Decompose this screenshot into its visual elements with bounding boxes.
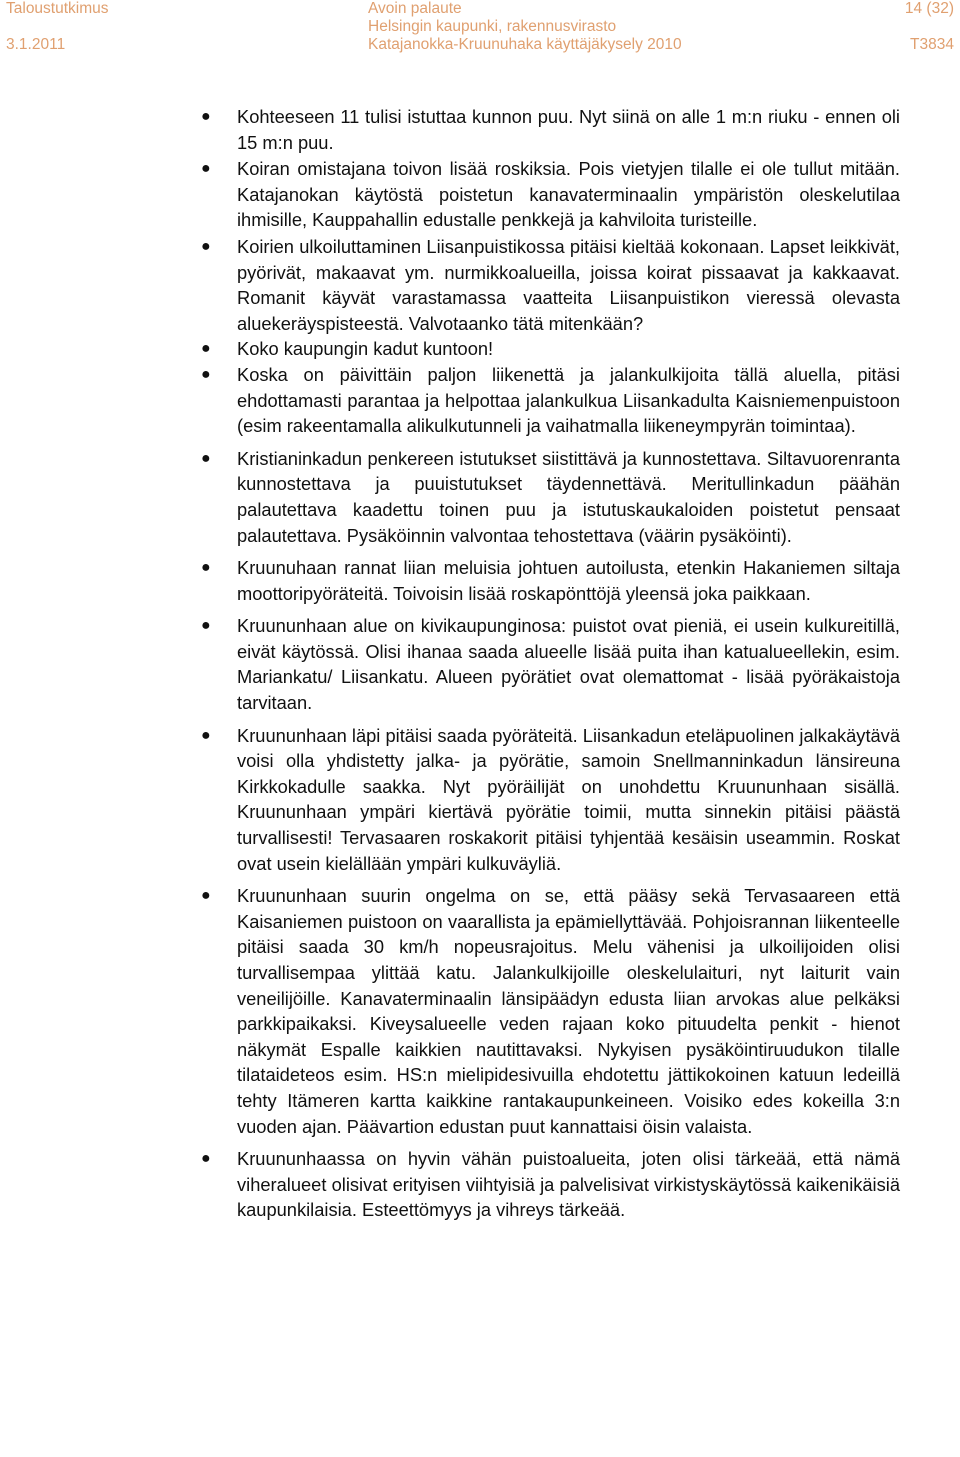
bullet-icon: ● xyxy=(201,160,211,178)
list-item xyxy=(192,156,900,233)
bullet-icon: ● xyxy=(201,340,211,358)
comment-text: Kruununhaan läpi pitäisi saada pyöräteitä. Liisankadun eteläpuolinen jalkakäytävä voisi olla yhdistetty jalka- ja pyörätie, samoin Snellmanninkadun länsireuna Kirkkokadulle saakka. Nyt pyöräilijät on unohdettu Kruununhaan sisällä. Kruununhaan ympäri kiertävä pyörätie toimii, mutta sinnekin pitäisi päästä turvallisesti! Tervasaaren roskakorit pitäisi tyhjentää kesäisin useammin. Roskat ovat usein kielällään ympäri kulkuväyliä. xyxy=(237,724,900,874)
list-item xyxy=(192,446,900,548)
bullet-icon: ● xyxy=(201,449,211,467)
page-header xyxy=(0,0,960,58)
page-number: 14 (32) xyxy=(904,0,954,17)
comment-text: Kruununhaan suurin ongelma on se, että pääsy sekä Tervasaareen että Kaisaniemen puistoon on vaarallista ja epämiellyttävää. Pohjoisrannan liikenteelle pitäisi saada 30 km/h nopeusrajoitus. Melu vähenisi ja ulkoilijoiden olisi turvallisempaa ylittää katu. Jalankulkijoille oleskelulaituri, nyt laiturit vain veneilijöille. Kanavaterminaalin länsipäädyn edusta liian arvokas alue pelkäksi parkkipaikaksi. Kiveysalueelle veden rajaan koko pituudelta penkit - hienot näkymät Espalle kaikkien nautittavaksi. Nykyisen pysäköintiruudukon tilalle tilataideteos esim. HS:n mielipidesivuilla ehdotettu jättikokoinen katuun ledeillä tehty Itämeren kartta kaikkine rantakaupunkeineen. Voisiko edes kokeilla 3:n vuoden ajan. Päävartion edustan puut kannattaisi öisin valaista. xyxy=(237,885,900,1137)
comment-text: Kohteeseen 11 tulisi istuttaa kunnon puu. Nyt siinä on alle 1 m:n riuku - ennen oli 15 m:n puu. xyxy=(237,106,900,153)
project-code: T3834 xyxy=(910,36,954,53)
bullet-icon: ● xyxy=(201,617,211,635)
comment-text: Koko kaupungin kadut kuntoon! xyxy=(237,338,494,360)
bullet-icon: ● xyxy=(201,108,211,125)
list-item xyxy=(192,555,900,606)
list-item xyxy=(192,336,900,362)
comment-text: Koirien ulkoiluttaminen Liisanpuistikossa pitäisi kieltää kokonaan. Lapset leikkivät, pyörivät, makaavat ym. nurmikkoalueilla, joissa koirat pissaavat ja kakkaavat. Romanit käyvät varastamassa vaatteita Liisanpuistikon vieressä olevasta aluekeräyspisteestä. Valvotaanko tätä mitenkään? xyxy=(237,235,900,334)
list-item xyxy=(192,723,900,877)
report-date: 3.1.2011 xyxy=(6,36,66,53)
comment-text: Kristianinkadun penkereen istutukset siistittävä ja kunnostettava. Siltavuorenranta kunnostettava ja puuistutukset täydennettävä. Meritullinkadun päähän palautettava kaadettu toinen puu ja istutuskaukaloiden poistetut pensaat palautettava. Pysäköinnin valvontaa tehostettava (väärin pysäköinti). xyxy=(237,447,900,546)
bullet-icon: ● xyxy=(201,726,211,744)
comment-text: Koiran omistajana toivon lisää roskiksia. Pois vietyjen tilalle ei ole tullut mitään. Katajanokan käytöstä poistetun kanavaterminaalin ympäristön oleskelutilaa ihmisille, Kauppahallin edustalle penkkejä ja kahviloita turisteille. xyxy=(237,158,900,231)
list-item xyxy=(192,613,900,715)
section-title: Avoin palaute xyxy=(368,0,462,17)
bullet-icon: ● xyxy=(201,237,211,255)
company-name: Taloustutkimus xyxy=(6,0,109,17)
bullet-icon: ● xyxy=(201,1150,211,1168)
comment-text: Koska on päivittäin paljon liikenettä ja jalankulkijoita tällä aluella, pitäsi ehdottamasti parantaa ja helpottaa jalankulkua Liisankadulta Kaisniemenpuistoon (esim rakeentamalla alikulkutunneli ja vaihatmalla liikeneympyrän toimintaa). xyxy=(237,363,900,437)
comment-text: Kruunuhaan rannat liian meluisia johtuen autoilusta, etenkin Hakaniemen siltaja moottoripyöräteitä. Toivoisin lisää roskapönttöjä yleensä joka paikkaan. xyxy=(237,557,900,604)
bullet-icon: ● xyxy=(201,365,211,383)
bullet-icon: ● xyxy=(201,559,211,577)
client-name: Helsingin kaupunki, rakennusvirasto xyxy=(368,18,617,35)
survey-title: Katajanokka-Kruunuhaka käyttäjäkysely 2010 xyxy=(368,36,682,53)
comment-text: Kruununhaan alue on kivikaupunginosa: puistot ovat pieniä, ei usein kulkureitillä, eivät käytössä. Olisi ihanaa saada alueelle lisää puita ihan katualueellekin, esim. Mariankatu/ Liisankatu. Alueen pyörätiet ovat olemattomat - lisää pyöräkaistoja tarvitaan. xyxy=(237,615,900,714)
list-item xyxy=(192,1146,900,1223)
list-item xyxy=(192,362,900,439)
comment-text: Kruununhaassa on hyvin vähän puistoalueita, joten olisi tärkeää, että nämä viheralueet olisivat erityisen viihtyisiä ja palvelisivat virkistyskäytössä kaikenikäisiä kaupunkilaisia. Esteettömyys ja vihreys tärkeää. xyxy=(237,1148,900,1221)
document-body xyxy=(192,104,900,1223)
list-item xyxy=(192,104,900,155)
list-item xyxy=(192,883,900,1139)
feedback-list xyxy=(192,104,900,1223)
bullet-icon: ● xyxy=(201,887,211,905)
list-item xyxy=(192,234,900,336)
